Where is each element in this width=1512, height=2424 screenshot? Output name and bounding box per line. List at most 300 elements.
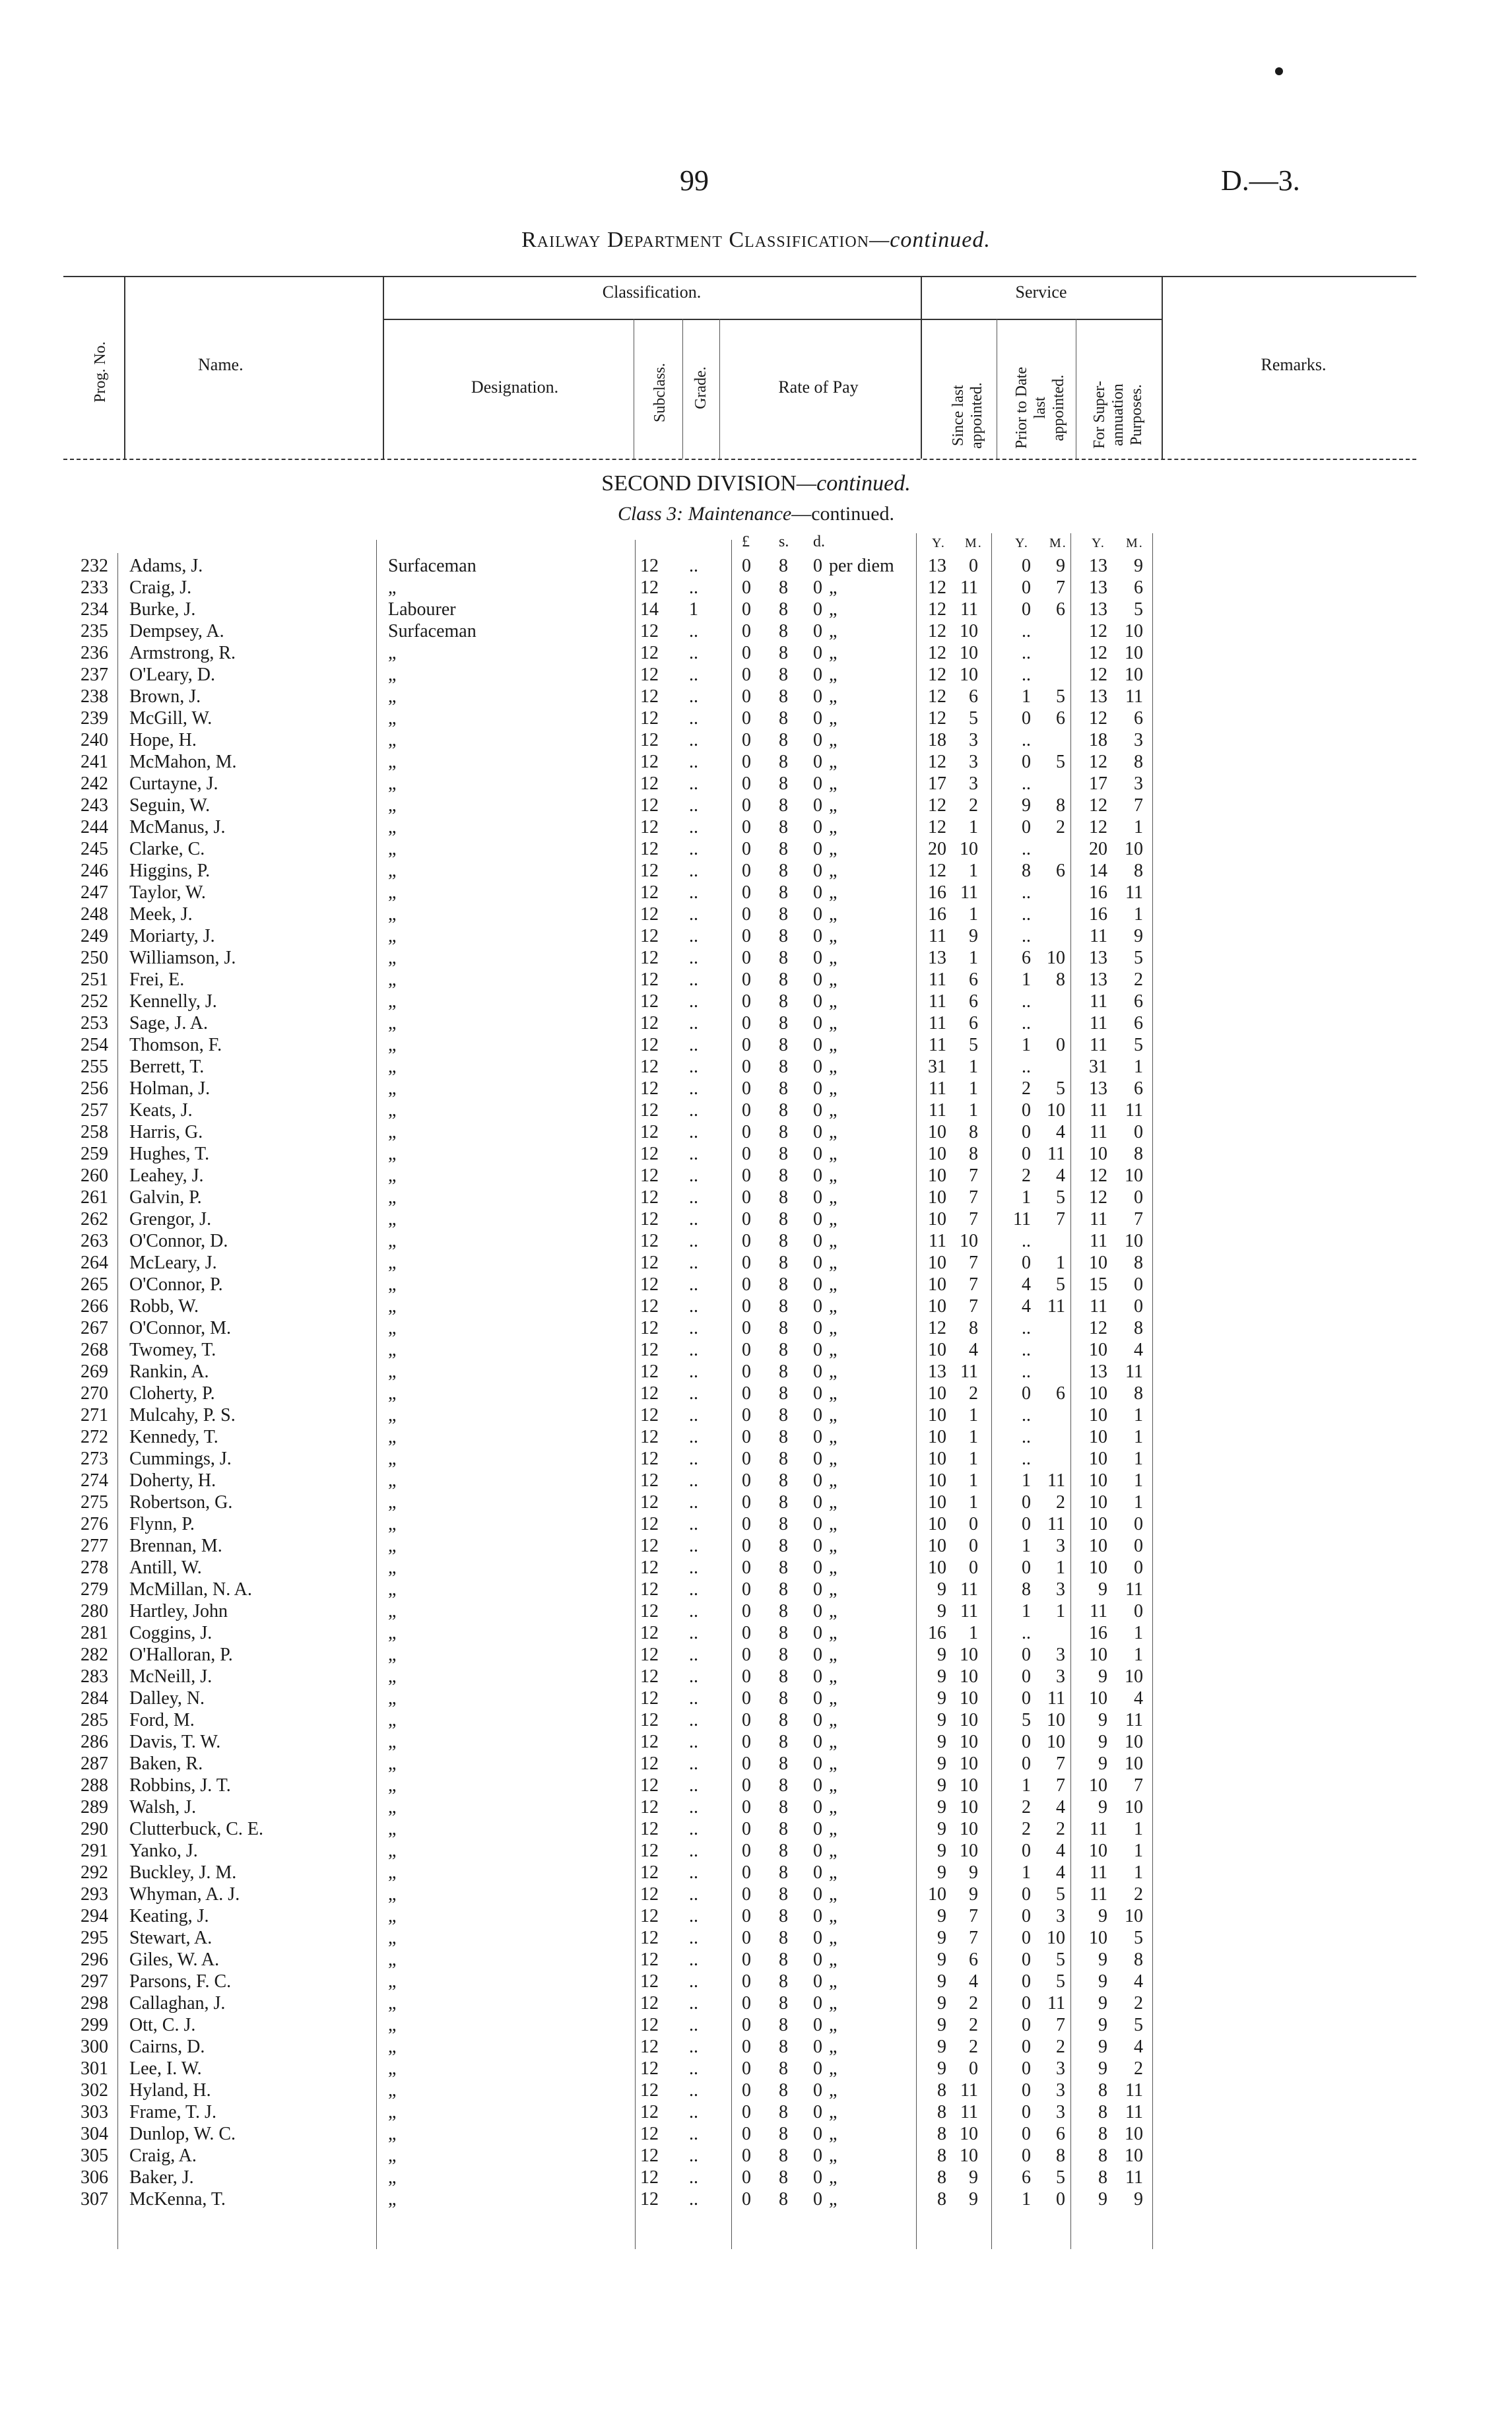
pay-shillings: 8 <box>779 1819 788 1839</box>
grade: .. <box>689 1928 698 1948</box>
super-years: 10 <box>1089 1383 1107 1404</box>
header-grade: Grade. <box>692 366 709 409</box>
pay-period: „ <box>829 1732 838 1752</box>
designation: „ <box>388 926 397 946</box>
since-years: 8 <box>937 2189 946 2210</box>
since-years: 9 <box>937 1841 946 1861</box>
pay-period: „ <box>829 773 838 794</box>
prior-years: 6 <box>1022 2167 1031 2188</box>
prior-years: 0 <box>1022 1383 1031 1404</box>
since-years: 11 <box>929 991 946 1012</box>
super-years: 11 <box>1090 926 1107 946</box>
employee-name: Grengor, J. <box>129 1209 212 1229</box>
prog-no: 240 <box>81 730 108 750</box>
pay-pence: 0 <box>813 2189 822 2210</box>
pay-period: „ <box>829 1209 838 1229</box>
pay-pence: 0 <box>813 773 822 794</box>
super-months: 5 <box>1134 599 1143 620</box>
prior-months: 4 <box>1056 1797 1065 1818</box>
super-months: 1 <box>1134 1470 1143 1491</box>
prior-years: .. <box>1022 1013 1031 1033</box>
grade: .. <box>689 2015 698 2035</box>
pay-pence: 0 <box>813 904 822 925</box>
since-years: 12 <box>928 643 946 663</box>
employee-name: Kennelly, J. <box>129 991 217 1012</box>
since-months: 1 <box>969 1100 978 1121</box>
pay-pence: 0 <box>813 1645 822 1665</box>
since-years: 9 <box>937 1862 946 1883</box>
pay-shillings: 8 <box>779 1753 788 1774</box>
pay-pence: 0 <box>813 643 822 663</box>
prog-no: 269 <box>81 1361 108 1382</box>
pay-period: „ <box>829 1035 838 1055</box>
grade: .. <box>689 773 698 794</box>
prog-no: 282 <box>81 1645 108 1665</box>
grade: .. <box>689 1231 698 1251</box>
designation: „ <box>388 2058 397 2079</box>
super-months: 6 <box>1134 708 1143 729</box>
prior-years: .. <box>1022 1361 1031 1382</box>
pay-shillings: 8 <box>779 1536 788 1556</box>
super-months: 5 <box>1134 1035 1143 1055</box>
prog-no: 250 <box>81 948 108 968</box>
since-years: 10 <box>928 1492 946 1513</box>
prior-years: 1 <box>1022 1035 1031 1055</box>
pay-shillings: 8 <box>779 708 788 729</box>
since-years: 10 <box>928 1514 946 1534</box>
since-months: 0 <box>969 556 978 576</box>
grade: .. <box>689 2080 698 2101</box>
employee-name: Robb, W. <box>129 1296 199 1317</box>
prog-no: 270 <box>81 1383 108 1404</box>
employee-name: Meek, J. <box>129 904 193 925</box>
pay-shillings: 8 <box>779 948 788 968</box>
subclass: 12 <box>640 752 659 772</box>
super-years: 10 <box>1089 1449 1107 1469</box>
pay-period: „ <box>829 1144 838 1164</box>
prior-months: 11 <box>1047 1296 1065 1317</box>
pay-pounds: 0 <box>742 1775 751 1796</box>
prior-years: .. <box>1022 1449 1031 1469</box>
designation: „ <box>388 1209 397 1229</box>
pay-pounds: 0 <box>742 2058 751 2079</box>
prog-no: 271 <box>81 1405 108 1425</box>
since-months: 1 <box>969 1623 978 1643</box>
super-years: 9 <box>1098 1971 1107 1992</box>
employee-name: Thomson, F. <box>129 1035 222 1055</box>
pay-period: „ <box>829 882 838 903</box>
grade: .. <box>689 1949 698 1970</box>
designation: „ <box>388 1775 397 1796</box>
unit-shilling: s. <box>779 533 789 550</box>
prog-no: 288 <box>81 1775 108 1796</box>
since-years: 8 <box>937 2167 946 2188</box>
prior-months: 1 <box>1056 1601 1065 1621</box>
pay-period: „ <box>829 1122 838 1142</box>
prior-years: 0 <box>1022 1100 1031 1121</box>
prior-years: 9 <box>1022 795 1031 816</box>
employee-name: O'Connor, P. <box>129 1274 223 1295</box>
subclass: 12 <box>640 1579 659 1600</box>
grade: .. <box>689 2167 698 2188</box>
designation: „ <box>388 1165 397 1186</box>
designation: „ <box>388 2167 397 2188</box>
pay-shillings: 8 <box>779 1623 788 1643</box>
prior-years: 1 <box>1022 686 1031 707</box>
prior-years: 0 <box>1022 1492 1031 1513</box>
employee-name: Keating, J. <box>129 1906 209 1926</box>
designation: „ <box>388 773 397 794</box>
prior-years: 1 <box>1022 1470 1031 1491</box>
subclass: 12 <box>640 1819 659 1839</box>
pay-shillings: 8 <box>779 1775 788 1796</box>
employee-name: Frei, E. <box>129 969 185 990</box>
prog-no: 279 <box>81 1579 108 1600</box>
since-years: 12 <box>928 708 946 729</box>
grade: .. <box>689 1318 698 1338</box>
prior-years: 0 <box>1022 2102 1031 2122</box>
pay-pounds: 0 <box>742 1361 751 1382</box>
grade: .. <box>689 752 698 772</box>
super-years: 11 <box>1090 1035 1107 1055</box>
prior-years: 6 <box>1022 948 1031 968</box>
subclass: 12 <box>640 1470 659 1491</box>
pay-pence: 0 <box>813 1122 822 1142</box>
prior-years: 1 <box>1022 1187 1031 1208</box>
since-months: 0 <box>969 1514 978 1534</box>
employee-name: Davis, T. W. <box>129 1732 221 1752</box>
table-row <box>0 2058 1512 2080</box>
super-years: 12 <box>1089 665 1107 685</box>
since-months: 11 <box>960 1601 978 1621</box>
super-years: 9 <box>1098 2189 1107 2210</box>
prog-no: 239 <box>81 708 108 729</box>
pay-shillings: 8 <box>779 1645 788 1665</box>
pay-pounds: 0 <box>742 839 751 859</box>
designation: „ <box>388 1187 397 1208</box>
since-years: 16 <box>928 904 946 925</box>
pay-shillings: 8 <box>779 730 788 750</box>
subclass: 12 <box>640 1775 659 1796</box>
pay-shillings: 8 <box>779 1514 788 1534</box>
pay-shillings: 8 <box>779 1732 788 1752</box>
prior-months: 3 <box>1056 2058 1065 2079</box>
subclass: 12 <box>640 1078 659 1099</box>
since-months: 1 <box>969 904 978 925</box>
prior-months: 5 <box>1056 1949 1065 1970</box>
grade: .. <box>689 1470 698 1491</box>
pay-period: „ <box>829 1601 838 1621</box>
prog-no: 286 <box>81 1732 108 1752</box>
unit-pence: d. <box>813 533 825 550</box>
pay-pounds: 0 <box>742 1928 751 1948</box>
subclass: 12 <box>640 2058 659 2079</box>
since-years: 11 <box>929 1100 946 1121</box>
prog-no: 235 <box>81 621 108 641</box>
pay-shillings: 8 <box>779 665 788 685</box>
super-years: 9 <box>1098 1753 1107 1774</box>
subclass: 12 <box>640 948 659 968</box>
pay-shillings: 8 <box>779 795 788 816</box>
subclass: 14 <box>640 599 659 620</box>
pay-shillings: 8 <box>779 1688 788 1709</box>
pay-pounds: 0 <box>742 1122 751 1142</box>
since-months: 1 <box>969 1078 978 1099</box>
table-row <box>0 599 1512 620</box>
prior-years: .. <box>1022 839 1031 859</box>
prior-years: .. <box>1022 1231 1031 1251</box>
super-years: 16 <box>1089 882 1107 903</box>
super-years: 8 <box>1098 2146 1107 2166</box>
prog-no: 236 <box>81 643 108 663</box>
pay-period: „ <box>829 948 838 968</box>
prior-years: 0 <box>1022 1993 1031 2014</box>
pay-shillings: 8 <box>779 1427 788 1447</box>
grade: .. <box>689 1383 698 1404</box>
pay-period: „ <box>829 1470 838 1491</box>
subclass: 12 <box>640 556 659 576</box>
grade: .. <box>689 1841 698 1861</box>
subclass: 12 <box>640 1187 659 1208</box>
subclass: 12 <box>640 1449 659 1469</box>
pay-pounds: 0 <box>742 1253 751 1273</box>
table-row <box>0 2015 1512 2036</box>
pay-pounds: 0 <box>742 730 751 750</box>
designation: „ <box>388 1884 397 1905</box>
prog-no: 297 <box>81 1971 108 1992</box>
designation: „ <box>388 1928 397 1948</box>
grade: .. <box>689 1862 698 1883</box>
since-months: 10 <box>960 1819 978 1839</box>
designation: „ <box>388 991 397 1012</box>
pay-pence: 0 <box>813 1296 822 1317</box>
subclass: 12 <box>640 2146 659 2166</box>
pay-pence: 0 <box>813 1361 822 1382</box>
employee-name: Galvin, P. <box>129 1187 202 1208</box>
pay-pounds: 0 <box>742 1318 751 1338</box>
prior-months: 7 <box>1056 1753 1065 1774</box>
table-row <box>0 1078 1512 1099</box>
designation: „ <box>388 1579 397 1600</box>
prior-years: .. <box>1022 904 1031 925</box>
pay-pence: 0 <box>813 948 822 968</box>
pay-period: „ <box>829 1536 838 1556</box>
super-years: 8 <box>1098 2124 1107 2144</box>
employee-name: Whyman, A. J. <box>129 1884 240 1905</box>
since-years: 10 <box>928 1536 946 1556</box>
prog-no: 272 <box>81 1427 108 1447</box>
prior-months: 10 <box>1047 1710 1065 1730</box>
pay-pence: 0 <box>813 1340 822 1360</box>
designation: „ <box>388 1710 397 1730</box>
designation: „ <box>388 1688 397 1709</box>
employee-name: Adams, J. <box>129 556 203 576</box>
pay-pounds: 0 <box>742 1797 751 1818</box>
grade: .. <box>689 1427 698 1447</box>
since-years: 11 <box>929 969 946 990</box>
prior-years: 0 <box>1022 708 1031 729</box>
super-years: 9 <box>1098 2058 1107 2079</box>
pay-period: „ <box>829 1449 838 1469</box>
prior-months: 7 <box>1056 577 1065 598</box>
header-subclass: Subclass. <box>651 363 669 422</box>
employee-name: O'Connor, M. <box>129 1318 232 1338</box>
pay-shillings: 8 <box>779 882 788 903</box>
prior-years: .. <box>1022 1623 1031 1643</box>
since-months: 6 <box>969 969 978 990</box>
pay-pounds: 0 <box>742 1645 751 1665</box>
super-months: 11 <box>1125 1100 1143 1121</box>
designation: „ <box>388 1666 397 1687</box>
since-months: 1 <box>969 1057 978 1077</box>
grade: .. <box>689 708 698 729</box>
subclass: 12 <box>640 1253 659 1273</box>
since-months: 10 <box>960 1775 978 1796</box>
pay-pounds: 0 <box>742 1470 751 1491</box>
employee-name: McGill, W. <box>129 708 213 729</box>
pay-period: „ <box>829 2124 838 2144</box>
table-row <box>0 1906 1512 1927</box>
header-superannuation: For Super- annuation Purposes. <box>1091 381 1145 449</box>
since-years: 10 <box>928 1209 946 1229</box>
prog-no: 280 <box>81 1601 108 1621</box>
since-years: 9 <box>937 2037 946 2057</box>
grade: .. <box>689 1536 698 1556</box>
employee-name: Curtayne, J. <box>129 773 218 794</box>
since-years: 12 <box>928 599 946 620</box>
pay-period: „ <box>829 2102 838 2122</box>
since-years: 11 <box>929 1231 946 1251</box>
pay-period: „ <box>829 1057 838 1077</box>
prior-months: 3 <box>1056 2102 1065 2122</box>
pay-pounds: 0 <box>742 1035 751 1055</box>
super-months: 1 <box>1134 904 1143 925</box>
page-title-main: Railway Department Classification <box>521 228 870 252</box>
since-months: 8 <box>969 1318 978 1338</box>
super-years: 31 <box>1089 1057 1107 1077</box>
prog-no: 302 <box>81 2080 108 2101</box>
pay-shillings: 8 <box>779 1318 788 1338</box>
since-years: 9 <box>937 1971 946 1992</box>
pay-pounds: 0 <box>742 817 751 837</box>
super-months: 7 <box>1134 1209 1143 1229</box>
pay-shillings: 8 <box>779 1666 788 1687</box>
document-reference: D.—3. <box>1221 164 1300 197</box>
grade: .. <box>689 2146 698 2166</box>
designation: „ <box>388 969 397 990</box>
super-years: 11 <box>1090 1862 1107 1883</box>
pay-period: „ <box>829 1819 838 1839</box>
grade: .. <box>689 1601 698 1621</box>
subclass: 12 <box>640 621 659 641</box>
since-years: 17 <box>928 773 946 794</box>
employee-name: Clarke, C. <box>129 839 205 859</box>
employee-name: McLeary, J. <box>129 1253 217 1273</box>
table-row <box>0 1819 1512 1840</box>
grade: .. <box>689 1405 698 1425</box>
since-months: 11 <box>960 599 978 620</box>
since-years: 11 <box>929 1013 946 1033</box>
since-months: 1 <box>969 817 978 837</box>
pay-shillings: 8 <box>779 1557 788 1578</box>
employee-name: Harris, G. <box>129 1122 203 1142</box>
pay-pounds: 0 <box>742 1514 751 1534</box>
prog-no: 237 <box>81 665 108 685</box>
super-months: 10 <box>1125 1906 1143 1926</box>
pay-period: „ <box>829 2189 838 2210</box>
table-row <box>0 882 1512 903</box>
table-row <box>0 795 1512 816</box>
since-months: 6 <box>969 686 978 707</box>
table-row <box>0 2080 1512 2101</box>
pay-shillings: 8 <box>779 621 788 641</box>
table-row <box>0 686 1512 707</box>
pay-pence: 0 <box>813 1383 822 1404</box>
pay-shillings: 8 <box>779 1361 788 1382</box>
grade: .. <box>689 556 698 576</box>
pay-pounds: 0 <box>742 665 751 685</box>
subclass: 12 <box>640 2037 659 2057</box>
employee-name: McManus, J. <box>129 817 226 837</box>
super-months: 10 <box>1125 2124 1143 2144</box>
employee-name: Frame, T. J. <box>129 2102 216 2122</box>
subclass: 12 <box>640 1971 659 1992</box>
prog-no: 291 <box>81 1841 108 1861</box>
subclass: 12 <box>640 1514 659 1534</box>
since-months: 7 <box>969 1274 978 1295</box>
super-years: 9 <box>1098 1710 1107 1730</box>
super-months: 0 <box>1134 1274 1143 1295</box>
prior-years: 0 <box>1022 556 1031 576</box>
table-row <box>0 2102 1512 2123</box>
prog-no: 305 <box>81 2146 108 2166</box>
prior-months: 1 <box>1056 1557 1065 1578</box>
pay-shillings: 8 <box>779 1144 788 1164</box>
super-years: 9 <box>1098 2037 1107 2057</box>
pay-shillings: 8 <box>779 2124 788 2144</box>
pay-period: „ <box>829 1971 838 1992</box>
grade: .. <box>689 1514 698 1534</box>
pay-pence: 0 <box>813 2058 822 2079</box>
pay-pence: 0 <box>813 2080 822 2101</box>
designation: „ <box>388 686 397 707</box>
subclass: 12 <box>640 1035 659 1055</box>
super-years: 10 <box>1089 1514 1107 1534</box>
employee-name: Dunlop, W. C. <box>129 2124 236 2144</box>
pay-period: „ <box>829 686 838 707</box>
since-months: 4 <box>969 1971 978 1992</box>
designation: „ <box>388 1144 397 1164</box>
grade: 1 <box>689 599 698 620</box>
since-years: 12 <box>928 686 946 707</box>
since-years: 10 <box>928 1449 946 1469</box>
pay-pounds: 0 <box>742 948 751 968</box>
header-prior-to-date: Prior to Date last appointed. <box>1013 367 1067 449</box>
prog-no: 299 <box>81 2015 108 2035</box>
since-months: 2 <box>969 2015 978 2035</box>
pay-shillings: 8 <box>779 1253 788 1273</box>
pay-pounds: 0 <box>742 2080 751 2101</box>
super-years: 10 <box>1089 1340 1107 1360</box>
pay-pence: 0 <box>813 577 822 598</box>
subclass: 12 <box>640 1057 659 1077</box>
subclass: 12 <box>640 1753 659 1774</box>
since-years: 12 <box>928 861 946 881</box>
pay-pounds: 0 <box>742 1078 751 1099</box>
super-months: 1 <box>1134 1819 1143 1839</box>
pay-pounds: 0 <box>742 1971 751 1992</box>
super-years: 8 <box>1098 2080 1107 2101</box>
